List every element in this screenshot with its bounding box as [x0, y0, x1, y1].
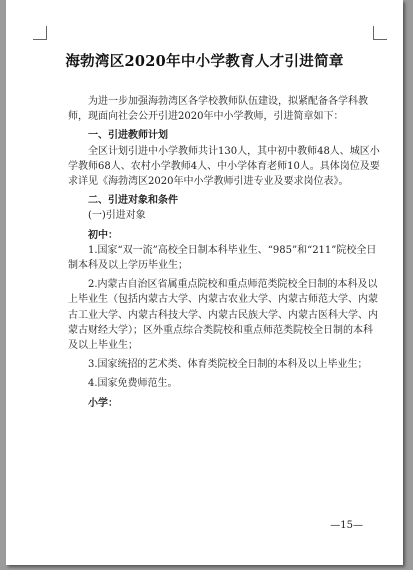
plan-paragraph: 全区计划引进中小学教师共计130人，其中初中教师48人、城区小学教师68人、农村小学教师4人、中小学体育老师10人。具体岗位及要求详见《海勃湾区2020年中小学教师引进专业及要求岗位表》。 [68, 145, 380, 188]
page-number: —15— [330, 520, 363, 531]
subsection-heading: (一)引进对象 [88, 210, 146, 222]
list-item-2: 2.内蒙古自治区省属重点院校和重点师范类院校全日制的本科及以上毕业生（包括内蒙古大学、内蒙古农业大学、内蒙古师范大学、内蒙古工业大学、内蒙古科技大学、内蒙古民族大学、内蒙古医科大学、内蒙古财经大学）；区外重点综合类院校和重点师范类院校全日制的本科及以上毕业生； [68, 279, 378, 352]
list-item-4: 4.国家免费师范生。 [88, 378, 178, 390]
list-item-3: 3.国家统招的艺术类、体育类院校全日制的本科及以上毕业生； [88, 359, 368, 371]
document-body [68, 94, 380, 411]
crop-mark-top-left [33, 26, 47, 40]
section-heading-plan: 一、引进教师计划 [88, 130, 168, 142]
crop-mark-top-right [373, 26, 387, 40]
document-page [6, 0, 403, 565]
document-title: 海勃湾区2020年中小学教育人才引进简章 [65, 53, 344, 70]
section-heading-targets: 二、引进对象和条件 [88, 195, 178, 207]
intro-paragraph: 为进一步加强海勃湾区各学校教师队伍建设，拟紧配备各学科教师，现面向社会公开引进2020年中小学教师，引进简章如下： [68, 96, 368, 123]
category-primary: 小学： [88, 397, 118, 409]
category-junior-high: 初中： [88, 229, 118, 241]
list-item-1: 1.国家“双一流”高校全日制本科毕业生、“985”和“211”院校全日制本科及以上学历毕业生； [68, 244, 377, 272]
